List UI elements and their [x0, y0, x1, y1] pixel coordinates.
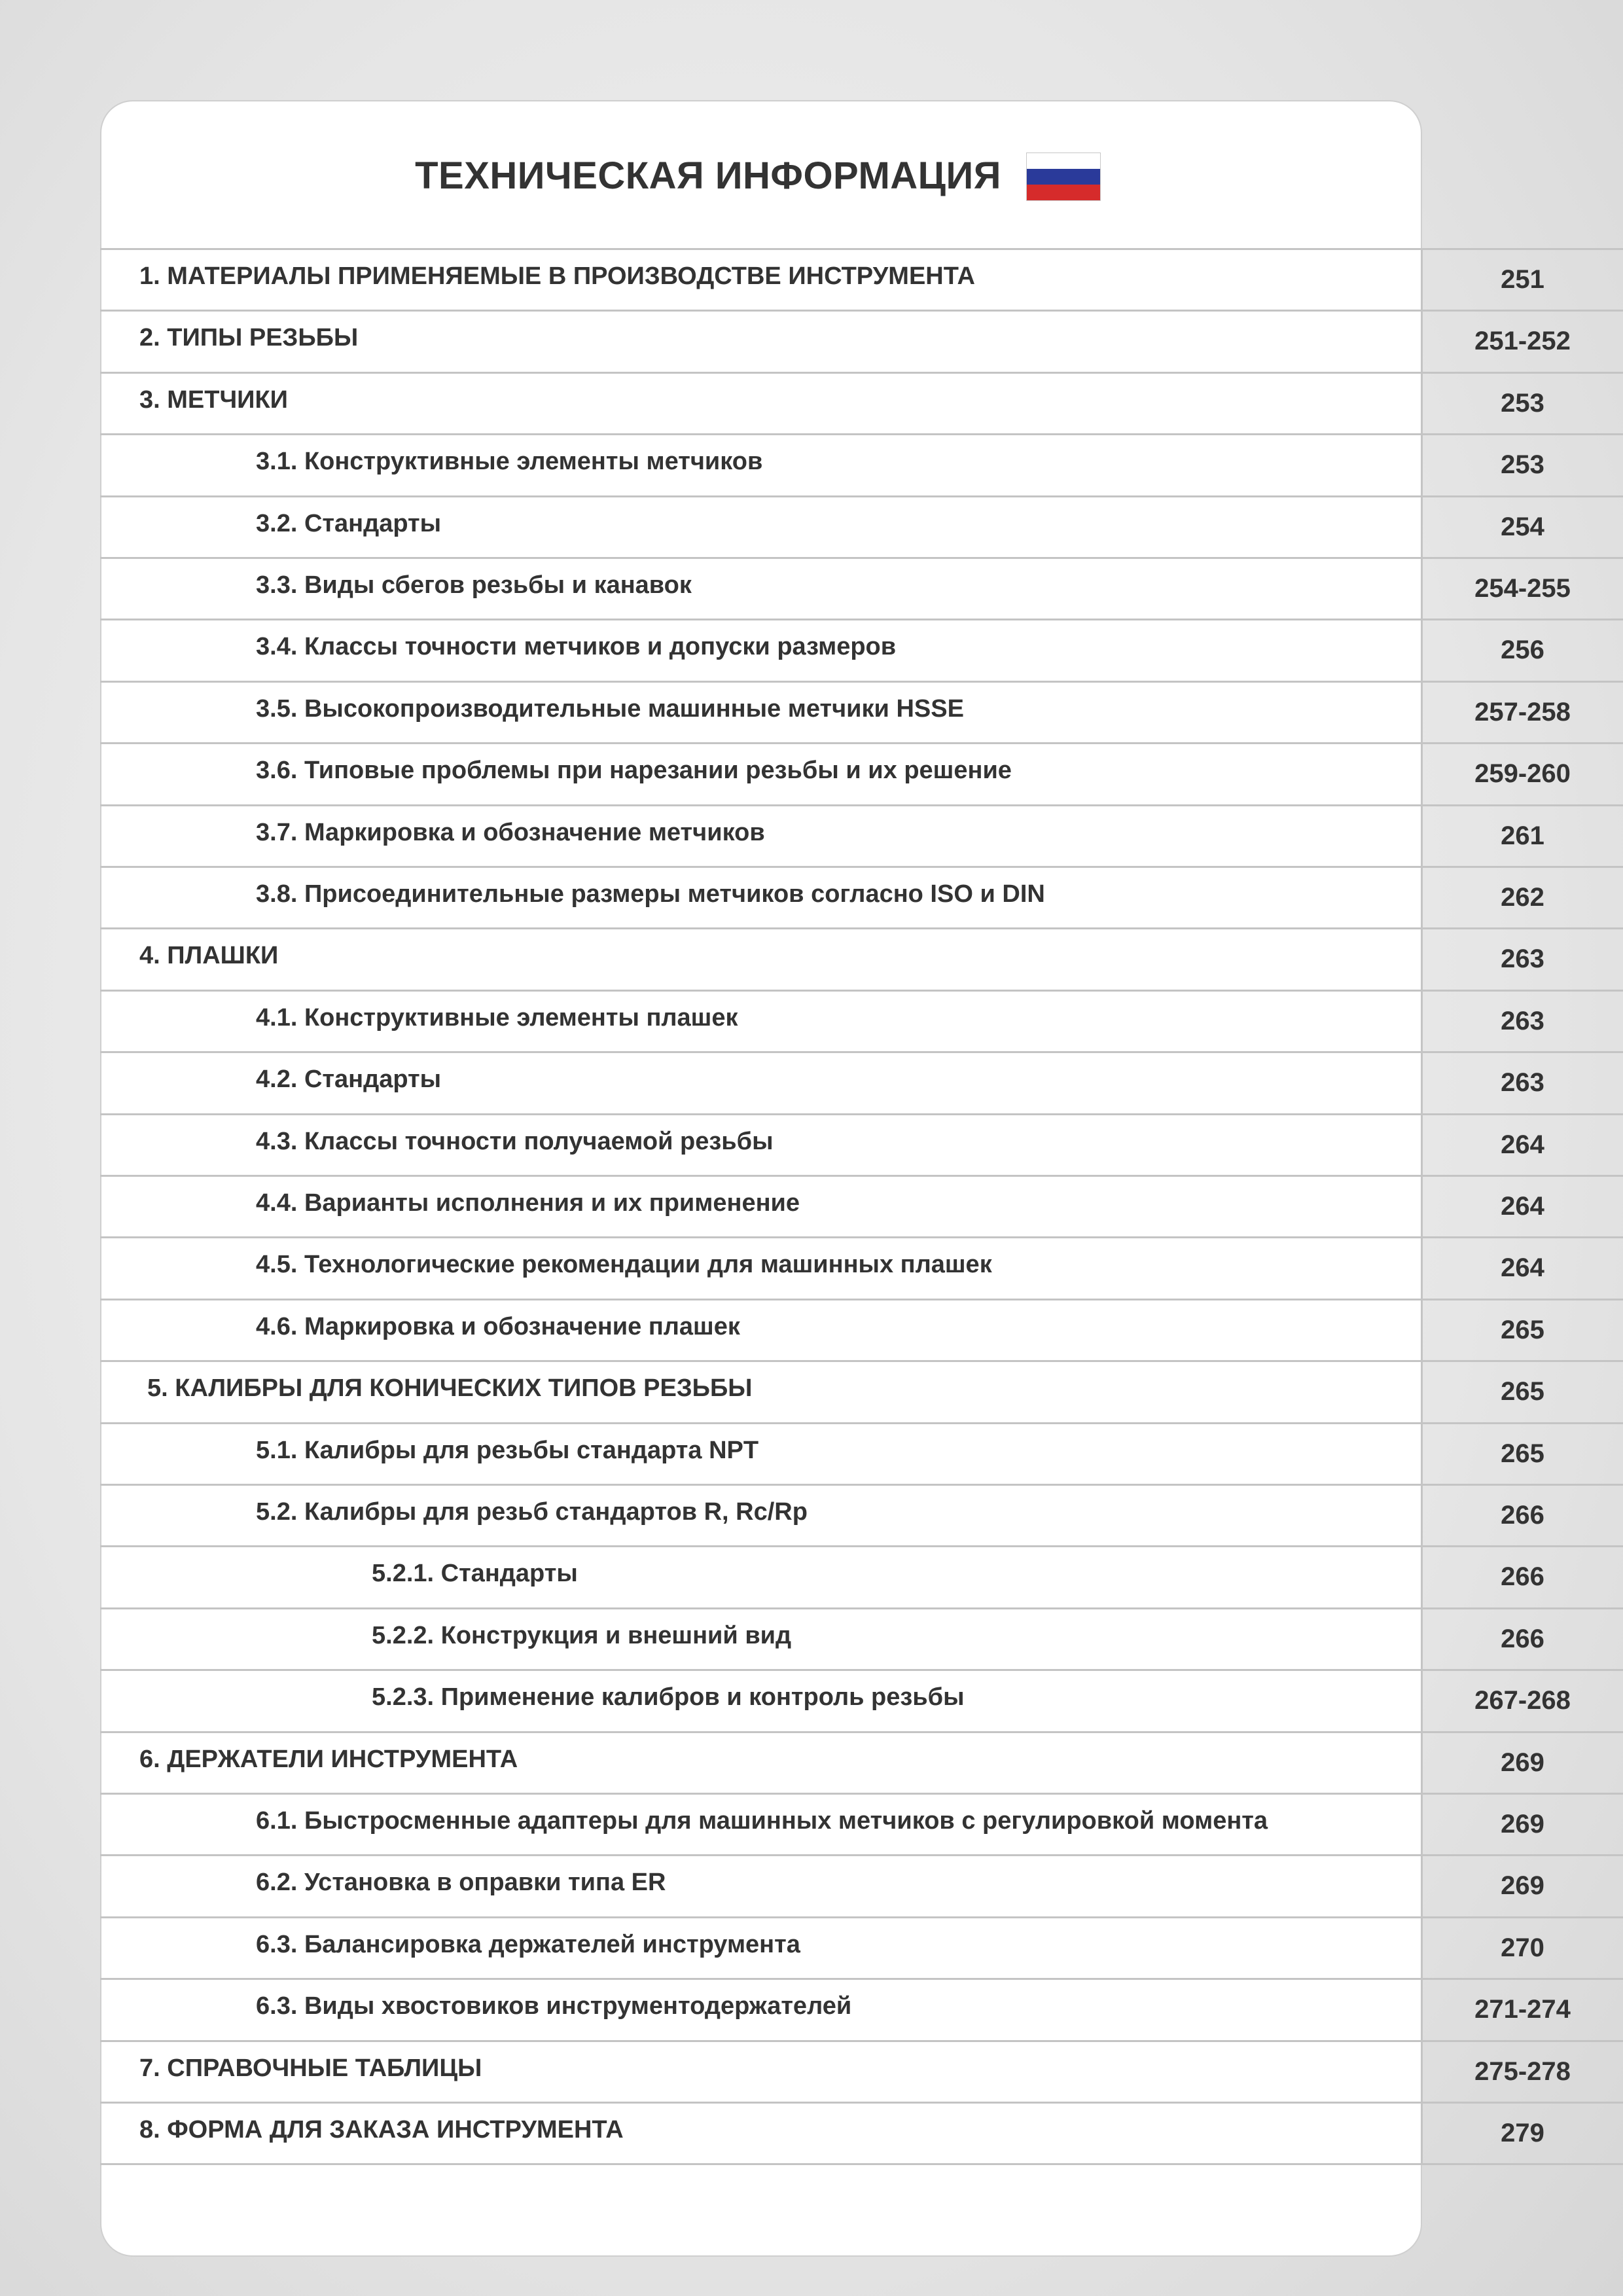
toc-entry-page: 251-252 [1474, 327, 1571, 355]
toc-row[interactable] [100, 681, 1623, 742]
toc-entry-label: 3. МЕТЧИКИ [139, 386, 288, 414]
flag-stripe-red [1027, 185, 1100, 200]
toc-entry-page: 259-260 [1474, 759, 1571, 788]
toc-entry-page: 269 [1501, 1748, 1544, 1777]
toc-entry-page: 263 [1501, 944, 1544, 973]
toc-entry-label: 3.5. Высокопроизводительные машинные метчики HSSE [256, 695, 964, 723]
flag-stripe-white [1027, 153, 1100, 169]
toc-row[interactable] [100, 1669, 1623, 1731]
toc-entry-label: 3.4. Классы точности метчиков и допуски размеров [256, 633, 897, 660]
toc-entry-label: 5.2.2. Конструкция и внешний вид [372, 1622, 792, 1649]
toc-row[interactable] [100, 248, 1623, 310]
toc-entry-label: 4.2. Стандарты [256, 1066, 442, 1093]
toc-row[interactable] [100, 1113, 1623, 1175]
toc-entry-label: 1. МАТЕРИАЛЫ ПРИМЕНЯЕМЫЕ В ПРОИЗВОДСТВЕ ИНСТРУМЕНТА [139, 262, 975, 290]
page-header [101, 101, 1421, 249]
toc-entry-page: 265 [1501, 1316, 1544, 1344]
toc-row[interactable] [100, 742, 1623, 804]
toc-entry-page: 256 [1501, 636, 1544, 664]
russian-flag-icon [1026, 152, 1101, 201]
toc-entry-page: 266 [1501, 1624, 1544, 1653]
toc-row[interactable] [100, 1854, 1623, 1916]
toc-entry-label: 4.1. Конструктивные элементы плашек [256, 1004, 738, 1031]
toc-entry-page: 253 [1501, 389, 1544, 418]
toc-entry-label: 6. ДЕРЖАТЕЛИ ИНСТРУМЕНТА [139, 1746, 518, 1773]
toc-row[interactable] [100, 1236, 1623, 1298]
toc-entry-label: 2. ТИПЫ РЕЗЬБЫ [139, 324, 359, 351]
page-title: ТЕХНИЧЕСКАЯ ИНФОРМАЦИЯ [415, 154, 1001, 197]
flag-stripe-blue [1027, 169, 1100, 185]
toc-row[interactable] [100, 1299, 1623, 1360]
toc-entry-label: 3.8. Присоединительные размеры метчиков согласно ISO и DIN [256, 880, 1045, 908]
toc-entry-page: 266 [1501, 1562, 1544, 1591]
toc-entry-page: 265 [1501, 1439, 1544, 1468]
toc-entry-page: 269 [1501, 1810, 1544, 1839]
toc-row[interactable] [100, 1978, 1623, 2039]
toc-entry-page: 257-258 [1474, 698, 1571, 726]
toc-entry-page: 264 [1501, 1130, 1544, 1159]
toc-row[interactable] [100, 1051, 1623, 1113]
toc-entry-page: 263 [1501, 1068, 1544, 1097]
toc-entry-page: 253 [1501, 450, 1544, 479]
toc-entry-page: 254-255 [1474, 574, 1571, 603]
toc-entry-label: 3.1. Конструктивные элементы метчиков [256, 448, 763, 475]
toc-entry-page: 271-274 [1474, 1995, 1571, 2024]
toc-row[interactable] [100, 866, 1623, 927]
toc-row[interactable] [100, 804, 1623, 866]
toc-entry-label: 6.3. Виды хвостовиков инструментодержателей [256, 1992, 852, 2020]
toc-row[interactable] [100, 433, 1623, 495]
toc-entry-label: 3.6. Типовые проблемы при нарезании резьбы и их решение [256, 757, 1012, 784]
toc-entry-page: 264 [1501, 1253, 1544, 1282]
toc-row[interactable] [100, 495, 1623, 557]
toc-entry-label: 3.2. Стандарты [256, 510, 442, 537]
toc-entry-label: 4.6. Маркировка и обозначение плашек [256, 1313, 740, 1340]
toc-entry-label: 8. ФОРМА ДЛЯ ЗАКАЗА ИНСТРУМЕНТА [139, 2116, 624, 2144]
toc-row[interactable] [100, 1545, 1623, 1607]
toc-entry-page: 266 [1501, 1501, 1544, 1530]
toc-entry-page: 254 [1501, 512, 1544, 541]
toc-entry-label: 4.3. Классы точности получаемой резьбы [256, 1128, 774, 1155]
toc-row[interactable] [100, 2102, 1623, 2163]
toc-entry-label: 7. СПРАВОЧНЫЕ ТАБЛИЦЫ [139, 2054, 482, 2082]
toc-row[interactable] [100, 1916, 1623, 1978]
toc-entry-label: 5.2.3. Применение калибров и контроль резьбы [372, 1683, 965, 1711]
toc-entry-label: 3.7. Маркировка и обозначение метчиков [256, 819, 765, 846]
toc-entry-page: 279 [1501, 2119, 1544, 2147]
row-divider [100, 2163, 1623, 2165]
toc-entry-page: 263 [1501, 1007, 1544, 1035]
toc-entry-label: 5.1. Калибры для резьбы стандарта NPT [256, 1437, 759, 1464]
toc-row[interactable] [100, 2040, 1623, 2102]
toc-entry-label: 6.2. Установка в оправки типа ER [256, 1869, 666, 1896]
toc-row[interactable] [100, 557, 1623, 619]
toc-row[interactable] [100, 372, 1623, 433]
toc-entry-label: 4.4. Варианты исполнения и их применение [256, 1189, 800, 1217]
page-column-divider [1421, 248, 1423, 2163]
toc-entry-page: 275-278 [1474, 2057, 1571, 2086]
toc-entry-page: 270 [1501, 1933, 1544, 1962]
toc-entry-label: 6.3. Балансировка держателей инструмента [256, 1931, 800, 1958]
toc-entry-label: 3.3. Виды сбегов резьбы и канавок [256, 571, 692, 599]
toc-entry-page: 269 [1501, 1871, 1544, 1900]
toc-entry-page: 261 [1501, 821, 1544, 850]
toc-entry-page: 264 [1501, 1192, 1544, 1221]
toc-row[interactable] [100, 1793, 1623, 1854]
toc-entry-label: 4.5. Технологические рекомендации для машинных плашек [256, 1251, 992, 1278]
toc-row[interactable] [100, 310, 1623, 371]
toc-entry-page: 265 [1501, 1377, 1544, 1406]
toc-row[interactable] [100, 1731, 1623, 1793]
toc-row[interactable] [100, 1360, 1623, 1422]
toc-row[interactable] [100, 1422, 1623, 1484]
toc-entry-label: 5.2.1. Стандарты [372, 1560, 578, 1587]
toc-entry-page: 251 [1501, 265, 1544, 294]
toc-row[interactable] [100, 1484, 1623, 1545]
toc-row[interactable] [100, 1607, 1623, 1669]
toc-entry-label: 6.1. Быстросменные адаптеры для машинных метчиков с регулировкой момента [256, 1807, 1268, 1835]
toc-entry-label: 4. ПЛАШКИ [139, 942, 279, 969]
toc-row[interactable] [100, 927, 1623, 989]
toc-row[interactable] [100, 990, 1623, 1051]
toc-row[interactable] [100, 1175, 1623, 1236]
toc-entry-page: 267-268 [1474, 1686, 1571, 1715]
toc-entry-label: 5.2. Калибры для резьб стандартов R, Rc/Rp [256, 1498, 808, 1526]
toc-row[interactable] [100, 619, 1623, 680]
toc-entry-label: 5. КАЛИБРЫ ДЛЯ КОНИЧЕСКИХ ТИПОВ РЕЗЬБЫ [147, 1374, 753, 1402]
toc-entry-page: 262 [1501, 883, 1544, 912]
